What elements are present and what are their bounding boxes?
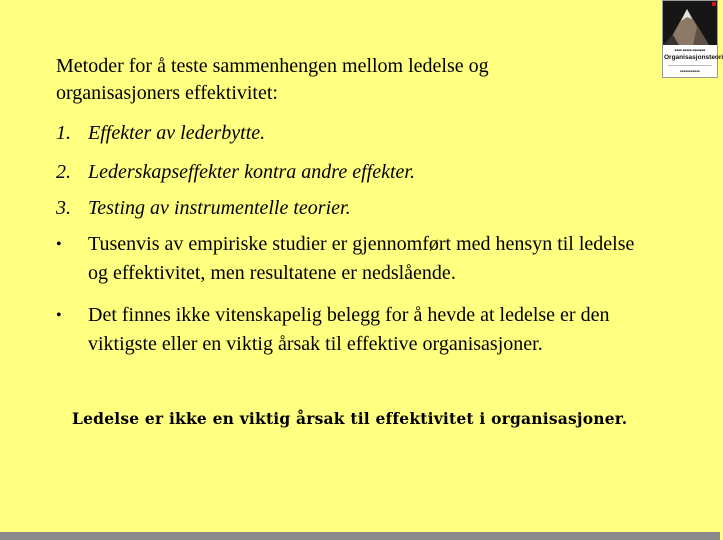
book-cover-thumbnail	[662, 0, 723, 78]
conclusion-text: Ledelse er ikke en viktig årsak til effektivitet i organisasjoner.	[72, 409, 628, 428]
bullet-marker: •	[56, 236, 62, 253]
book-publisher: ■■■■■■■■■■■	[680, 69, 700, 73]
item-number: 2.	[56, 161, 71, 183]
bullet-item-1	[56, 230, 656, 288]
book-author: ■■■■ ■■■■■ ■■■■■■■	[674, 48, 706, 52]
mountain-image	[663, 1, 717, 45]
bullet-marker: •	[56, 307, 62, 324]
bullet-text: Det finnes ikke vitenskapelig belegg for å hevde at ledelse er den viktigste eller en viktig årsak til effektive organisasjoner.	[88, 304, 610, 355]
item-number: 3.	[56, 197, 71, 219]
intro-text: Metoder for å teste sammenhengen mellom ledelse og organisasjoners effektivitet:	[56, 55, 489, 104]
numbered-item-3	[56, 196, 351, 220]
item-text: Testing av instrumentelle teorier.	[88, 197, 351, 219]
numbered-item-2	[56, 160, 415, 184]
book-title: Organisasjonsteori	[664, 54, 723, 61]
item-text: Effekter av lederbytte.	[88, 122, 266, 144]
item-text: Lederskapseffekter kontra andre effekter.	[88, 161, 415, 183]
red-marker	[712, 2, 716, 6]
book-divider	[668, 65, 712, 66]
numbered-item-1	[56, 121, 265, 145]
bullet-text: Tusenvis av empiriske studier er gjennomført med hensyn til ledelse og effektivitet, men resultatene er nedslående.	[88, 233, 635, 284]
bottom-bar	[0, 532, 720, 540]
bullet-item-2	[56, 301, 656, 359]
item-number: 1.	[56, 122, 71, 144]
